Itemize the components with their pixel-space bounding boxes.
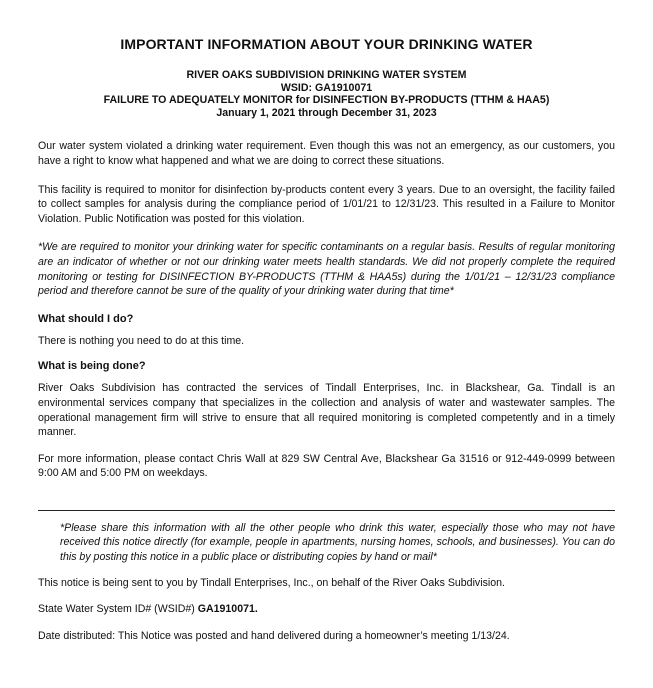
what-should-i-do-heading: What should I do? (38, 312, 134, 325)
date-distributed-line: Date distributed: This Notice was posted and hand delivered during a homeowner’s meeting 1/13/24. (38, 629, 510, 642)
wsid-line (38, 602, 615, 617)
page-title: IMPORTANT INFORMATION ABOUT YOUR DRINKING WATER (120, 36, 533, 52)
wsid-heading: WSID: GA1910071 (280, 81, 373, 94)
period-heading: January 1, 2021 through December 31, 2023 (216, 106, 437, 119)
what-is-being-done-heading: What is being done? (38, 360, 146, 373)
required-statement: *We are required to monitor your drinking water for specific contaminants on a regular basis. Results of regular monitoring are an indicator of whether or not our drinking water meets health standards. We did not properly complete the required monitoring or testing for DISINFECTION BY-PRODUCTS (TTHM & HAA5s) during the 1/01/21 – 12/31/23 compliance period and therefore cannot be sure of the quality of your drinking water during that time* (38, 241, 615, 298)
wsid-label: State Water System ID# (WSID#) (38, 603, 198, 616)
violation-heading: FAILURE TO ADEQUATELY MONITOR for DISINFECTION BY-PRODUCTS (TTHM & HAA5) (103, 94, 550, 107)
notice-header (38, 69, 615, 119)
system-name: RIVER OAKS SUBDIVISION DRINKING WATER SYSTEM (186, 69, 467, 81)
contact-paragraph: For more information, please contact Chris Wall at 829 SW Central Ave, Blackshear Ga 31516 or 912-449-0999 between 9:00 AM and 5:00 PM on weekdays. (38, 452, 615, 480)
wsid-value: GA1910071. (197, 603, 258, 616)
notice-page (38, 36, 615, 655)
sent-by-line: This notice is being sent to you by Tindall Enterprises, Inc., on behalf of the River Oaks Subdivision. (38, 576, 505, 589)
what-should-i-do-answer: There is nothing you need to do at this time. (38, 334, 245, 347)
section-divider (38, 510, 615, 511)
intro-paragraph: Our water system violated a drinking water requirement. Even though this was not an emergency, as our customers, you have a right to know what happened and what we are doing to correct these situations. (38, 140, 615, 167)
facility-paragraph: This facility is required to monitor for disinfection by-products content every 3 years. Due to an oversight, the facility failed to collect samples for analysis during the compliance period of 1/01/21 to 12/31/23. This resulted in a Failure to Monitor Violation. Public Notification was posted for this violation. (38, 183, 615, 225)
what-is-being-done-answer: River Oaks Subdivision has contracted the services of Tindall Enterprises, Inc. in Blackshear, Ga. Tindall is an environmental services company that specializes in the collection and analysis of water and wastewater samples. The operational management firm will strive to ensure that all required monitoring is completed competently and in a timely manner. (38, 382, 615, 439)
share-note: *Please share this information with all the other people who drink this water, especially those who may not have received this notice directly (for example, people in apartments, nursing homes, schools, and businesses). You can do this by posting this notice in a public place or distributing copies by hand or mail* (60, 521, 615, 564)
